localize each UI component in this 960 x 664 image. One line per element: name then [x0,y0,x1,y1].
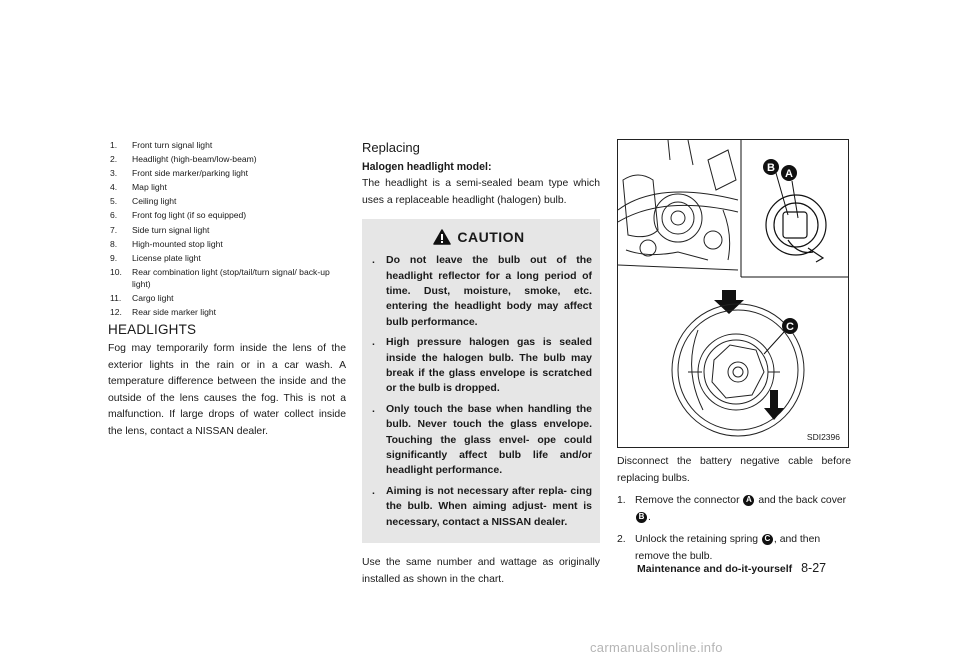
step-item: 1. Remove the connector A and the back cover B . [617,495,847,523]
footer-section-title: Maintenance and do-it-yourself [637,563,793,575]
headlight-figure [617,139,849,448]
list-item: 11. Cargo light [110,292,174,303]
caution-item: . Do not leave the bulb out of the headlight reflector for a long period of time. Dust, moisture, smoke, etc. entering the headlight body may affect bulb performance. [372,254,592,328]
caution-box [362,219,600,543]
callout-c [764,318,798,354]
headlight-illustration [618,140,848,447]
list-item: 4. Map light [110,182,167,193]
svg-text:B: B [767,162,775,174]
caution-label: CAUTION [457,229,525,246]
intro-paragraph: The headlight is a semi-sealed beam type which uses a replaceable headlight (halogen) bulb. [362,178,600,206]
list-item: 6. Front fog light (if so equipped) [110,210,247,221]
watermark: carmanualsonline.info [590,640,723,655]
caution-header [366,229,592,245]
figure-code: SDI2396 [806,432,840,442]
right-column [617,139,851,572]
list-item: 8. High-mounted stop light [110,238,223,249]
headlights-paragraph: Fog may temporarily form inside the lens of the exterior lights in the rain or in a car wash. A temperature difference between the inside and the outside of the lens causes the fog. This is not a malfunction. If large drops of water collect inside the lens, contact a NISSAN dealer. [108,343,346,437]
caution-item: . High pressure halogen gas is sealed inside the halogen bulb. The bulb may break if the glass envelope is scratched or the bulb is dropped. [372,336,592,395]
caution-item: . Only touch the base when handling the bulb. Never touch the glass envelope. Touching the glass envel- ope could significantly affect bulb life and/or headlight performance. [372,402,592,477]
caution-list [366,253,592,530]
step-item: 2. Unlock the retaining spring C , and then remove the bulb. [617,534,821,562]
replacing-heading: Replacing [362,140,420,155]
steps-list [617,493,851,565]
list-item: 7. Side turn signal light [110,224,210,235]
list-item: 1. Front turn signal light [110,140,213,150]
middle-column [362,140,600,588]
callout-a [781,165,798,218]
callout-b-marker: B [636,512,647,523]
page-footer [637,561,826,575]
list-item: 5. Ceiling light [110,196,177,207]
callout-c-marker: C [762,534,773,545]
model-subheading: Halogen headlight model: [362,161,492,173]
list-item: 10. Rear combination light (stop/tail/turn signal/ back-up light) [110,266,330,289]
svg-text:C: C [786,321,794,333]
svg-text:A: A [785,168,793,180]
callout-a-marker: A [743,495,754,506]
closing-paragraph: Use the same number and wattage as originally installed as shown in the chart. [362,557,600,585]
disconnect-paragraph: Disconnect the battery negative cable before replacing bulbs. [617,456,851,484]
warning-icon [433,229,451,245]
page-number: 8-27 [801,561,827,575]
list-item: 12. Rear side marker light [110,306,217,317]
left-column [108,138,346,441]
list-item: 3. Front side marker/parking light [110,168,249,179]
list-item: 9. License plate light [110,252,201,263]
caution-item: . Aiming is not necessary after repla- cing the bulb. When aiming adjust- ment is necessary, contact a NISSAN dealer. [372,484,592,528]
list-item: 2. Headlight (high-beam/low-beam) [110,154,257,165]
light-list [108,138,346,319]
section-heading: HEADLIGHTS [108,322,197,338]
